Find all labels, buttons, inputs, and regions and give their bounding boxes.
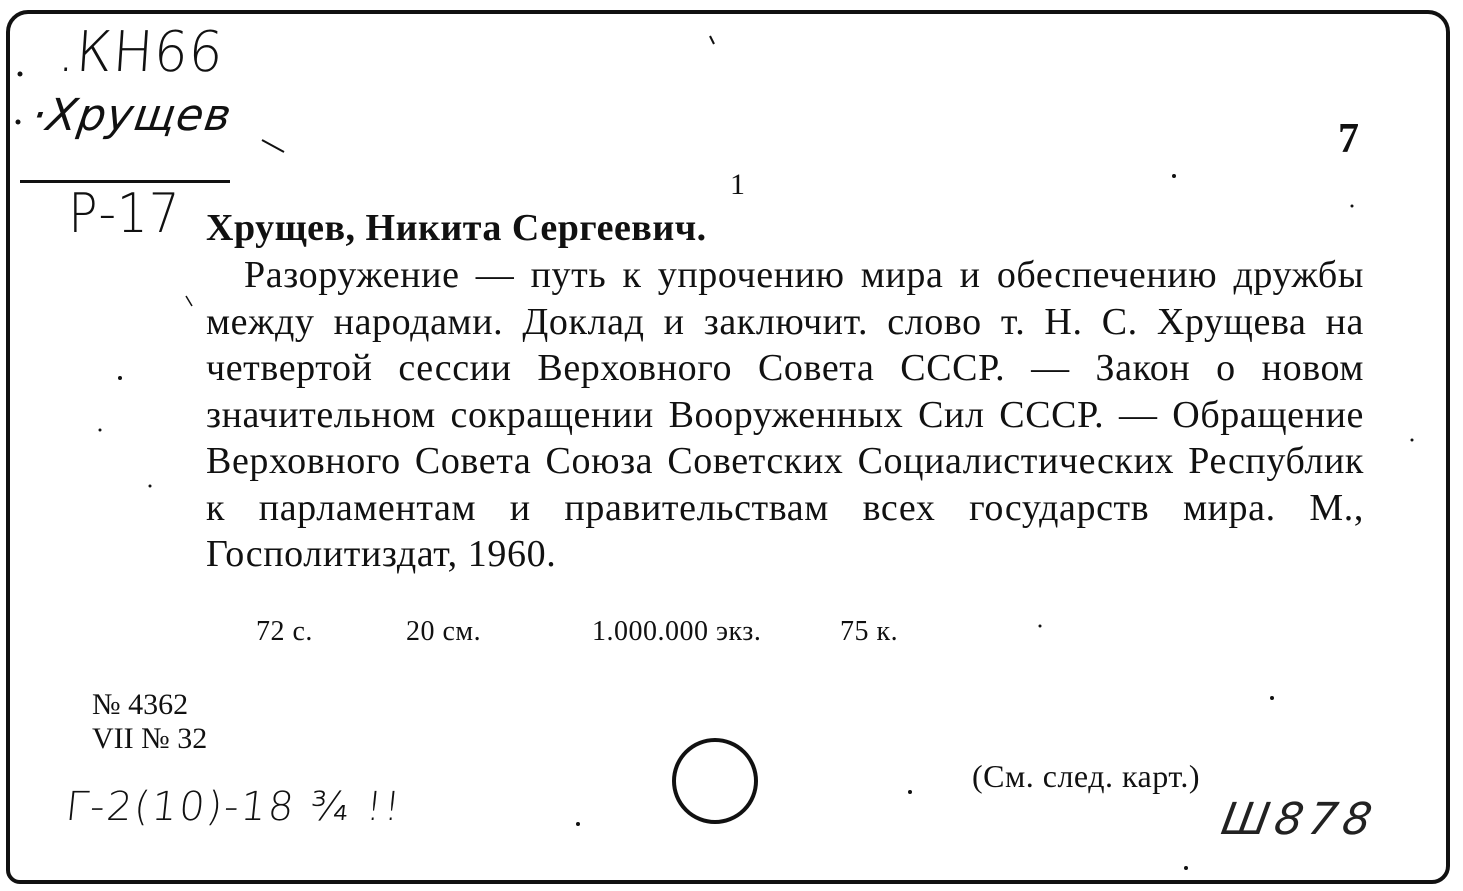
speckle <box>1411 439 1414 442</box>
handwritten-call-number-line1: .КН66 <box>56 20 226 85</box>
handwritten-call-number-line3: Р-17 <box>68 182 181 245</box>
speckle <box>1270 696 1274 700</box>
author-heading: Хрущев, Никита Сергеевич. <box>206 207 707 249</box>
speckle <box>1184 866 1188 870</box>
handwritten-inventory-number: Ш878 <box>1217 794 1382 845</box>
speckle <box>576 822 580 826</box>
speckle <box>1172 174 1176 178</box>
registration-line1: № 4362 <box>92 688 189 721</box>
speckle <box>1039 625 1042 628</box>
card-number: 7 <box>1338 116 1359 162</box>
continued-note: (См. след. карт.) <box>972 758 1201 794</box>
speckle <box>118 376 122 380</box>
collation-pages: 72 с. <box>256 616 313 647</box>
collation-size: 20 см. <box>406 616 482 647</box>
registration-line2: VII № 32 <box>92 722 208 755</box>
speckle <box>710 36 714 44</box>
handwritten-call-number-line2: ·Хрущев <box>28 90 236 141</box>
speckle <box>186 296 192 306</box>
speckle <box>99 429 102 432</box>
speckle <box>1351 205 1354 208</box>
speckle <box>908 790 912 794</box>
collation-price: 75 к. <box>840 616 899 647</box>
collation-copies: 1.000.000 экз. <box>592 616 762 647</box>
speckle <box>18 72 23 77</box>
speckle <box>262 140 284 152</box>
bibliographic-description: Разоружение — путь к упрочению мира и обеспечению дружбы между народами. Доклад и заключит. слово т. Н. С. Хрущева на четвертой сессии Верховного Совета СССР. — Закон о новом значительном сокращении Вооруженных Сил СССР. — Обращение Верховного Совета Союза Советских Социалистических Республик к парламентам и правительствам всех государств мира. М., Госполитиздат, 1960. <box>206 254 1364 575</box>
handwritten-classification: Г-2(10)-18 ¾ !! <box>63 784 405 830</box>
speckle <box>16 120 21 125</box>
speckle <box>149 485 152 488</box>
index-number: 1 <box>730 168 745 201</box>
